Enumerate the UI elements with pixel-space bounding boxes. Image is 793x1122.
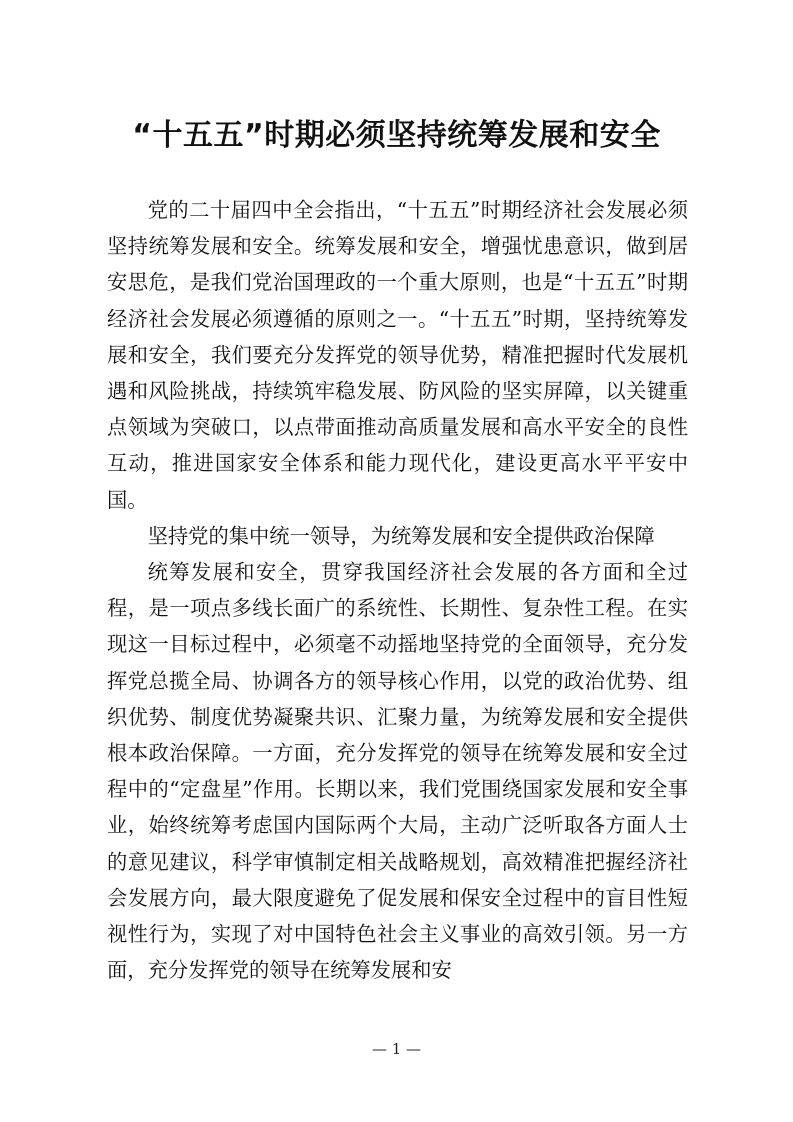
document-title: “十五五”时期必须坚持统筹发展和安全 <box>132 118 661 153</box>
paragraph-intro: 党的二十届四中全会指出，“十五五”时期经济社会发展必须坚持统筹发展和安全。统筹发展和安全，增强忧患意识，做到居安思危，是我们党治国理政的一个重大原则，也是“十五五”时期经济社会发展必须遵循的原则之一。“十五五”时期，坚持统筹发展和安全，我们要充分发挥党的领导优势，精准把握时代发展机遇和风险挑战，持续筑牢稳发展、防风险的坚实屏障，以关键重点领域为突破口，以点带面推动高质量发展和高水平安全的良性互动，推进国家安全体系和能力现代化，建设更高水平平安中国。 <box>107 198 688 512</box>
section-heading: 坚持党的集中统一领导，为统筹发展和安全提供政治保障 <box>147 523 655 548</box>
paragraph-body: 统筹发展和安全，贯穿我国经济社会发展的各方面和全过程，是一项点多线长面广的系统性、长期性、复杂性工程。在实现这一目标过程中，必须毫不动摇地坚持党的全面领导，充分发挥党总揽全局、协调各方的领导核心作用，以党的政治优势、组织优势、制度优势凝聚共识、汇聚力量，为统筹发展和安全提供根本政治保障。一方面，充分发挥党的领导在统筹发展和安全过程中的“定盘星”作用。长期以来，我们党围绕国家发展和安全事业，始终统筹考虑国内国际两个大局，主动广泛听取各方面人士的意见建议，科学审慎制定相关战略规划，高效精准把握经济社会发展方向，最大限度避免了促发展和保安全过程中的盲目性短视性行为，实现了对中国特色社会主义事业的高效引领。另一方面，充分发挥党的领导在统筹发展和安 <box>107 560 688 983</box>
page-number: — 1 — <box>371 1040 422 1058</box>
document-body <box>107 192 688 988</box>
